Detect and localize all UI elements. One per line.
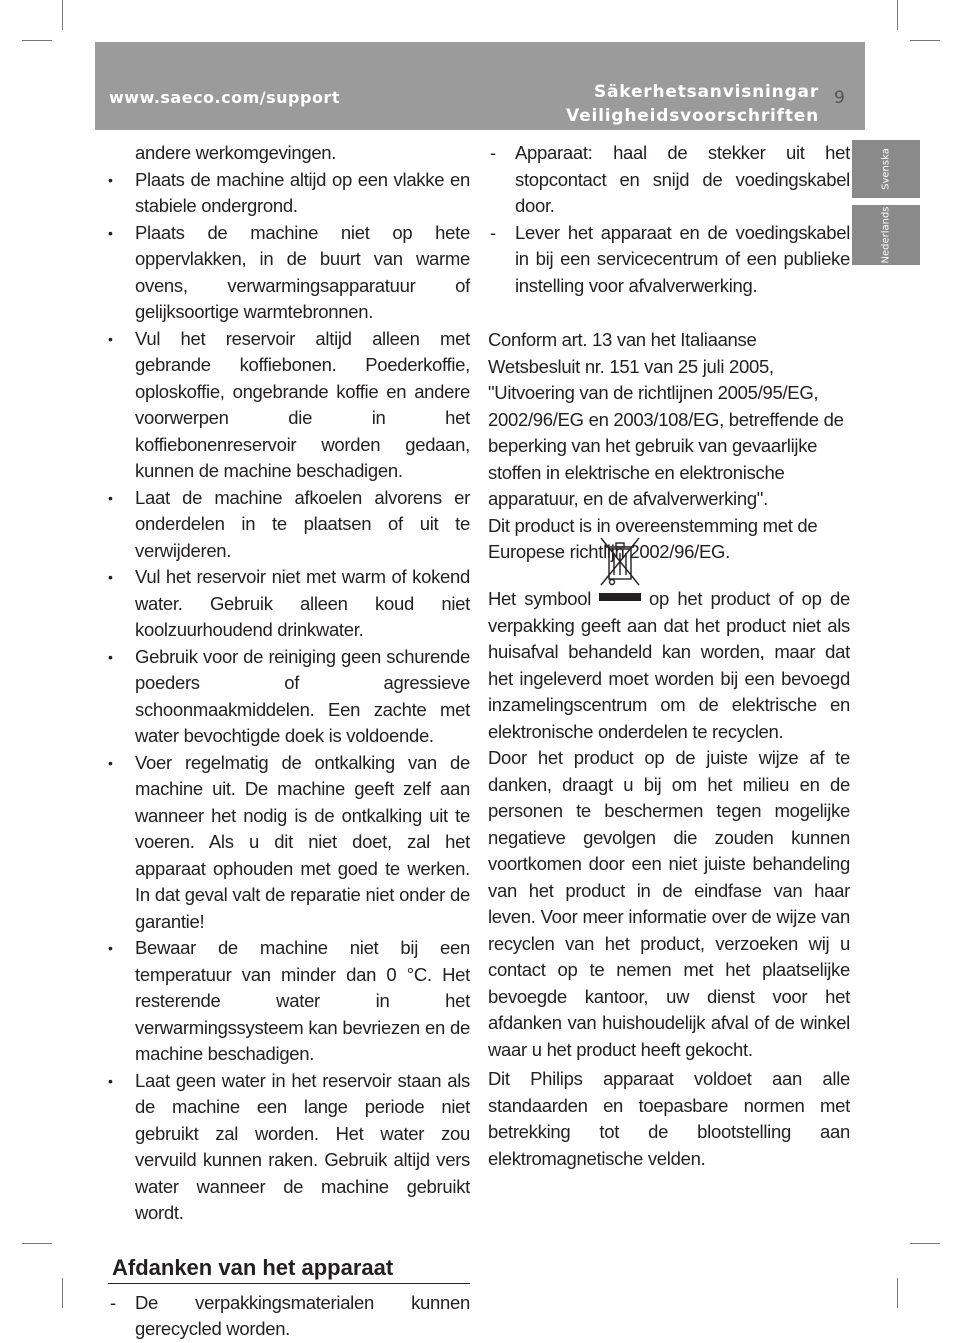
symbol-paragraph: [488, 586, 850, 745]
list-item: - Lever het apparaat en de voedingskabel in bij een servicecentrum of een publieke instelling voor afvalverwerking.: [488, 220, 850, 300]
support-url: www.saeco.com/support: [109, 88, 340, 107]
right-column: [488, 140, 850, 566]
list-item: • Gebruik voor de reiniging geen schurende poeders of agressieve schoonmaakmiddelen. Een zachte met water bevochtigde doek is voldoende.: [108, 644, 470, 750]
list-item: • Vul het reservoir niet met warm of kokend water. Gebruik alleen koud niet koolzuurhoudend drinkwater.: [108, 564, 470, 644]
crop-mark: [62, 1278, 63, 1308]
directive-paragraph: Dit product is in overeenstemming met de Europese richtlijn 2002/96/EG.: [488, 514, 818, 562]
list-item: • Laat geen water in het reservoir staan als de machine een lange periode niet gebruikt zal worden. Het water zou vervuild kunnen raken. Gebruik altijd vers water wanneer de machine gebruikt wordt.: [108, 1068, 470, 1227]
symbol-rest-text: op het product of op de verpakking geeft aan dat het product niet als huisafval behandeld kan worden, maar dat het ingeleverd moet worden bij een bevoegd inzamelingscentrum om de elektrische en elektronische onderdelen te recyclen.: [488, 588, 850, 742]
safety-bullet-list: [108, 167, 470, 1227]
list-item: • Laat de machine afkoelen alvorens er onderdelen in te plaatsen of uit te verwijderen.: [108, 485, 470, 565]
list-item: • Plaats de machine niet op hete oppervlakken, in de buurt van warme ovens, verwarmingsapparatuur of gelijksoortige warmtebronnen.: [108, 220, 470, 326]
tab-nederlands: [852, 205, 920, 265]
crop-mark: [22, 40, 52, 41]
list-item: - De verpakkingsmaterialen kunnen gerecycled worden.: [108, 1290, 470, 1343]
symbol-lead-text: Het symbool: [488, 588, 592, 609]
conformity-paragraph: Conform art. 13 van het Italiaanse Wetsbesluit nr. 151 van 25 juli 2005, "Uitvoering van de richtlijnen 2005/95/EG, 2002/96/EG en 2003/108/EG, betreffende de beperking van het gebruik van gevaarlijke stoffen in elektrische en elektronische apparatuur, en de afvalverwerking".: [488, 329, 844, 509]
list-item: • Voer regelmatig de ontkalking van de machine uit. De machine geeft zelf aan wanneer het nodig is de ontkalking uit te voeren. Als u dit niet doet, zal het apparaat ophouden met goed te werken. In dat geval valt de reparatie niet onder de garantie!: [108, 750, 470, 936]
header-title-dutch: Veiligheidsvoorschriften: [566, 106, 819, 126]
tab-svenska-label: Svenska: [880, 148, 892, 190]
left-column: [108, 140, 470, 1343]
list-item: • Plaats de machine altijd op een vlakke en stabiele ondergrond.: [108, 167, 470, 220]
crop-mark: [897, 0, 898, 30]
continued-text: andere werkomgevingen.: [135, 142, 337, 163]
crop-mark: [910, 40, 940, 41]
disposal-list: [108, 1290, 470, 1343]
crop-mark: [22, 1243, 52, 1244]
tab-svenska: [852, 140, 920, 198]
tab-nederlands-label: Nederlands: [880, 206, 892, 264]
page-number: 9: [834, 88, 845, 108]
disposal-paragraph: Door het product op de juiste wijze af te danken, draagt u bij om het milieu en de personen te beschermen tegen mogelijke negatieve gevolgen die zouden kunnen voortkomen door een niet juiste behandeling van het product in de eindfase van haar leven. Voor meer informatie over de wijze van recyclen van het product, verzoeken wij u contact op te nemen met het plaatselijke bevoegde kantoor, uw dienst voor het afdanken van huishoudelijk afval of de winkel waar u het product heeft gekocht.: [488, 747, 850, 1060]
section-heading: Afdanken van het apparaat: [108, 1253, 470, 1284]
list-item: • Bewaar de machine niet bij een temperatuur van minder dan 0 °C. Het resterende water in het verwarmingssysteem kan bevriezen en de machine beschadigen.: [108, 935, 470, 1068]
list-item: - Apparaat: haal de stekker uit het stopcontact en snijd de voedingskabel door.: [488, 140, 850, 220]
crop-mark: [910, 1243, 940, 1244]
header-title-swedish: Säkerhetsanvisningar: [593, 82, 819, 102]
philips-emf-paragraph: Dit Philips apparaat voldoet aan alle standaarden en toepasbare normen met betrekking tot de blootstelling aan elektromagnetische velden.: [488, 1068, 850, 1169]
crop-mark: [62, 0, 63, 30]
disposal-steps-list: [488, 140, 850, 299]
list-item: • Vul het reservoir altijd alleen met gebrande koffiebonen. Poederkoffie, oploskoffie, ongebrande koffie en andere voorwerpen die in het koffiebonenreservoir worden gedaan, kunnen de machine beschadigen.: [108, 326, 470, 485]
crop-mark: [897, 1278, 898, 1308]
